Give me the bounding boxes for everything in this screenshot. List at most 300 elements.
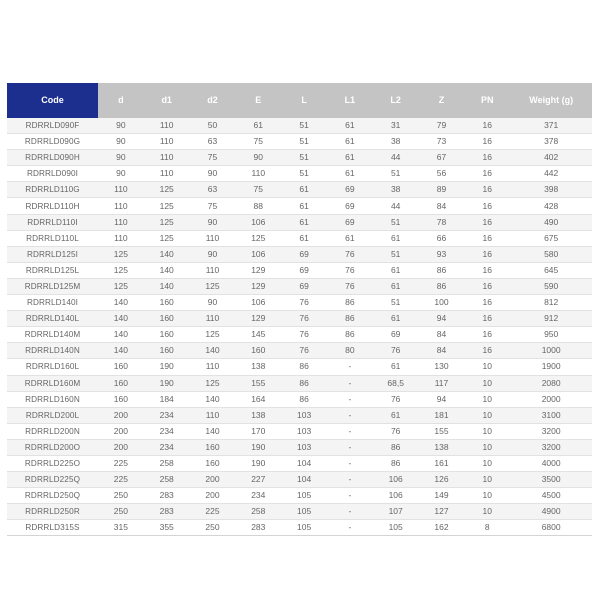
cell-e: 75 (235, 182, 281, 198)
cell-l1: 86 (327, 311, 373, 327)
table-row (7, 343, 592, 359)
cell-d2: 63 (190, 134, 236, 150)
table-row (7, 327, 592, 343)
table-row (7, 295, 592, 311)
cell-z: 89 (419, 182, 465, 198)
table-row (7, 311, 592, 327)
cell-l: 61 (281, 182, 327, 198)
cell-l1: - (327, 455, 373, 471)
cell-l1: 80 (327, 343, 373, 359)
cell-l1: - (327, 407, 373, 423)
cell-d: 140 (98, 327, 144, 343)
cell-code: RDRRLD110H (7, 198, 98, 214)
cell-d1: 234 (144, 439, 190, 455)
cell-weight: 2080 (510, 375, 592, 391)
cell-l2: 76 (373, 423, 419, 439)
cell-l2: 105 (373, 520, 419, 536)
cell-code: RDRRLD200L (7, 407, 98, 423)
cell-z: 56 (419, 166, 465, 182)
cell-d2: 75 (190, 150, 236, 166)
cell-e: 164 (235, 391, 281, 407)
cell-l: 51 (281, 118, 327, 134)
table-row (7, 375, 592, 391)
spec-table-container (7, 83, 592, 536)
cell-l2: 51 (373, 246, 419, 262)
cell-z: 149 (419, 488, 465, 504)
cell-d2: 110 (190, 311, 236, 327)
table-row (7, 278, 592, 294)
cell-l2: 61 (373, 230, 419, 246)
cell-l2: 31 (373, 118, 419, 134)
cell-d1: 110 (144, 118, 190, 134)
cell-l1: 69 (327, 198, 373, 214)
cell-d: 250 (98, 504, 144, 520)
cell-d2: 110 (190, 359, 236, 375)
cell-d: 200 (98, 423, 144, 439)
cell-code: RDRRLD200O (7, 439, 98, 455)
cell-code: RDRRLD125L (7, 262, 98, 278)
cell-l1: - (327, 520, 373, 536)
cell-e: 160 (235, 343, 281, 359)
cell-d1: 283 (144, 488, 190, 504)
cell-l: 69 (281, 278, 327, 294)
cell-weight: 3500 (510, 472, 592, 488)
cell-pn: 16 (464, 150, 510, 166)
cell-l: 103 (281, 407, 327, 423)
cell-d1: 140 (144, 278, 190, 294)
cell-d: 90 (98, 166, 144, 182)
table-row (7, 520, 592, 536)
cell-pn: 16 (464, 327, 510, 343)
cell-weight: 3100 (510, 407, 592, 423)
cell-l2: 106 (373, 472, 419, 488)
cell-l1: - (327, 359, 373, 375)
cell-code: RDRRLD090I (7, 166, 98, 182)
cell-l2: 76 (373, 391, 419, 407)
cell-code: RDRRLD090G (7, 134, 98, 150)
cell-l1: 61 (327, 150, 373, 166)
cell-e: 129 (235, 311, 281, 327)
cell-l1: - (327, 423, 373, 439)
cell-l1: 86 (327, 327, 373, 343)
cell-code: RDRRLD125I (7, 246, 98, 262)
cell-d2: 160 (190, 455, 236, 471)
cell-z: 161 (419, 455, 465, 471)
cell-d1: 110 (144, 166, 190, 182)
cell-l: 69 (281, 262, 327, 278)
cell-l: 76 (281, 295, 327, 311)
column-header-pn: PN (464, 83, 510, 118)
cell-l1: - (327, 439, 373, 455)
table-row (7, 134, 592, 150)
cell-l: 61 (281, 230, 327, 246)
cell-e: 234 (235, 488, 281, 504)
cell-code: RDRRLD160L (7, 359, 98, 375)
table-row (7, 423, 592, 439)
cell-e: 138 (235, 407, 281, 423)
cell-z: 78 (419, 214, 465, 230)
cell-pn: 10 (464, 472, 510, 488)
cell-d2: 200 (190, 488, 236, 504)
cell-l2: 76 (373, 343, 419, 359)
cell-d: 315 (98, 520, 144, 536)
cell-pn: 10 (464, 391, 510, 407)
cell-e: 129 (235, 278, 281, 294)
cell-d: 200 (98, 439, 144, 455)
cell-pn: 10 (464, 375, 510, 391)
cell-e: 106 (235, 295, 281, 311)
cell-d: 160 (98, 359, 144, 375)
table-row (7, 166, 592, 182)
cell-code: RDRRLD110G (7, 182, 98, 198)
cell-l: 105 (281, 488, 327, 504)
cell-code: RDRRLD160M (7, 375, 98, 391)
cell-l: 51 (281, 134, 327, 150)
cell-d1: 283 (144, 504, 190, 520)
cell-e: 106 (235, 214, 281, 230)
cell-z: 84 (419, 327, 465, 343)
cell-l2: 69 (373, 327, 419, 343)
cell-e: 110 (235, 166, 281, 182)
cell-d: 225 (98, 455, 144, 471)
table-row (7, 214, 592, 230)
cell-l: 103 (281, 439, 327, 455)
cell-d2: 90 (190, 166, 236, 182)
cell-code: RDRRLD160N (7, 391, 98, 407)
table-row (7, 488, 592, 504)
cell-l: 104 (281, 455, 327, 471)
cell-e: 227 (235, 472, 281, 488)
cell-l: 105 (281, 520, 327, 536)
column-header-d2: d2 (190, 83, 236, 118)
cell-code: RDRRLD140I (7, 295, 98, 311)
cell-code: RDRRLD110I (7, 214, 98, 230)
cell-l: 69 (281, 246, 327, 262)
cell-z: 84 (419, 198, 465, 214)
cell-e: 125 (235, 230, 281, 246)
cell-pn: 16 (464, 262, 510, 278)
cell-d: 125 (98, 278, 144, 294)
cell-code: RDRRLD200N (7, 423, 98, 439)
cell-weight: 645 (510, 262, 592, 278)
cell-l: 105 (281, 504, 327, 520)
cell-weight: 3200 (510, 423, 592, 439)
cell-l2: 44 (373, 198, 419, 214)
cell-z: 73 (419, 134, 465, 150)
cell-l1: - (327, 391, 373, 407)
cell-d2: 140 (190, 423, 236, 439)
cell-d1: 160 (144, 311, 190, 327)
cell-d2: 125 (190, 327, 236, 343)
table-row (7, 182, 592, 198)
cell-e: 190 (235, 439, 281, 455)
cell-z: 94 (419, 311, 465, 327)
cell-d2: 140 (190, 391, 236, 407)
cell-pn: 16 (464, 134, 510, 150)
cell-d1: 140 (144, 246, 190, 262)
cell-l: 61 (281, 214, 327, 230)
table-row (7, 359, 592, 375)
cell-d2: 110 (190, 262, 236, 278)
cell-d: 125 (98, 246, 144, 262)
cell-weight: 402 (510, 150, 592, 166)
cell-code: RDRRLD140N (7, 343, 98, 359)
cell-l2: 51 (373, 214, 419, 230)
cell-l1: 61 (327, 118, 373, 134)
cell-weight: 378 (510, 134, 592, 150)
cell-d2: 125 (190, 278, 236, 294)
cell-weight: 950 (510, 327, 592, 343)
cell-d: 90 (98, 150, 144, 166)
cell-code: RDRRLD250R (7, 504, 98, 520)
cell-z: 84 (419, 343, 465, 359)
cell-l1: - (327, 375, 373, 391)
table-row (7, 407, 592, 423)
cell-l2: 106 (373, 488, 419, 504)
cell-d: 110 (98, 198, 144, 214)
cell-l: 103 (281, 423, 327, 439)
cell-z: 130 (419, 359, 465, 375)
cell-d1: 184 (144, 391, 190, 407)
cell-d2: 75 (190, 198, 236, 214)
cell-pn: 16 (464, 311, 510, 327)
cell-e: 88 (235, 198, 281, 214)
cell-l: 51 (281, 150, 327, 166)
cell-l: 86 (281, 359, 327, 375)
cell-z: 67 (419, 150, 465, 166)
cell-d1: 190 (144, 359, 190, 375)
cell-d2: 90 (190, 246, 236, 262)
cell-e: 61 (235, 118, 281, 134)
column-header-d1: d1 (144, 83, 190, 118)
cell-pn: 16 (464, 166, 510, 182)
column-header-l: L (281, 83, 327, 118)
cell-e: 75 (235, 134, 281, 150)
table-row (7, 150, 592, 166)
cell-d: 200 (98, 407, 144, 423)
table-body (7, 118, 592, 536)
cell-pn: 10 (464, 407, 510, 423)
cell-code: RDRRLD140M (7, 327, 98, 343)
cell-l1: 76 (327, 246, 373, 262)
table-row (7, 455, 592, 471)
cell-l: 76 (281, 327, 327, 343)
cell-l2: 44 (373, 150, 419, 166)
cell-d: 110 (98, 230, 144, 246)
cell-d1: 110 (144, 134, 190, 150)
cell-d1: 160 (144, 327, 190, 343)
cell-d2: 160 (190, 439, 236, 455)
cell-code: RDRRLD225Q (7, 472, 98, 488)
cell-code: RDRRLD225O (7, 455, 98, 471)
cell-z: 126 (419, 472, 465, 488)
cell-d2: 110 (190, 407, 236, 423)
cell-code: RDRRLD125M (7, 278, 98, 294)
cell-d1: 234 (144, 407, 190, 423)
cell-l2: 51 (373, 166, 419, 182)
cell-l2: 38 (373, 182, 419, 198)
cell-d: 250 (98, 488, 144, 504)
cell-pn: 16 (464, 118, 510, 134)
cell-pn: 16 (464, 182, 510, 198)
table-row (7, 230, 592, 246)
table-row (7, 246, 592, 262)
cell-d2: 50 (190, 118, 236, 134)
cell-code: RDRRLD315S (7, 520, 98, 536)
cell-d: 110 (98, 214, 144, 230)
column-header-l2: L2 (373, 83, 419, 118)
cell-l: 51 (281, 166, 327, 182)
cell-d2: 140 (190, 343, 236, 359)
cell-l1: 61 (327, 166, 373, 182)
cell-z: 138 (419, 439, 465, 455)
table-row (7, 439, 592, 455)
cell-e: 170 (235, 423, 281, 439)
cell-pn: 10 (464, 504, 510, 520)
cell-weight: 1900 (510, 359, 592, 375)
cell-l2: 107 (373, 504, 419, 520)
cell-l2: 51 (373, 295, 419, 311)
cell-pn: 10 (464, 455, 510, 471)
cell-weight: 3200 (510, 439, 592, 455)
cell-l1: 76 (327, 278, 373, 294)
cell-z: 93 (419, 246, 465, 262)
cell-z: 66 (419, 230, 465, 246)
cell-l1: 61 (327, 134, 373, 150)
cell-d: 125 (98, 262, 144, 278)
cell-weight: 912 (510, 311, 592, 327)
cell-weight: 812 (510, 295, 592, 311)
table-row (7, 262, 592, 278)
cell-l: 104 (281, 472, 327, 488)
cell-l1: - (327, 488, 373, 504)
cell-e: 190 (235, 455, 281, 471)
cell-weight: 442 (510, 166, 592, 182)
cell-d1: 258 (144, 455, 190, 471)
cell-pn: 16 (464, 198, 510, 214)
cell-z: 86 (419, 278, 465, 294)
cell-pn: 16 (464, 214, 510, 230)
cell-e: 129 (235, 262, 281, 278)
cell-weight: 428 (510, 198, 592, 214)
cell-d1: 125 (144, 230, 190, 246)
cell-code: RDRRLD140L (7, 311, 98, 327)
cell-pn: 10 (464, 439, 510, 455)
cell-l2: 61 (373, 407, 419, 423)
cell-pn: 16 (464, 246, 510, 262)
table-row (7, 118, 592, 134)
column-header-e: E (235, 83, 281, 118)
cell-weight: 490 (510, 214, 592, 230)
cell-d1: 160 (144, 343, 190, 359)
cell-l2: 68,5 (373, 375, 419, 391)
cell-l: 76 (281, 311, 327, 327)
cell-pn: 16 (464, 295, 510, 311)
cell-d1: 160 (144, 295, 190, 311)
cell-e: 145 (235, 327, 281, 343)
cell-l: 76 (281, 343, 327, 359)
cell-pn: 16 (464, 278, 510, 294)
cell-z: 100 (419, 295, 465, 311)
cell-e: 90 (235, 150, 281, 166)
cell-l2: 86 (373, 439, 419, 455)
cell-weight: 1000 (510, 343, 592, 359)
cell-d: 160 (98, 391, 144, 407)
cell-l1: - (327, 504, 373, 520)
cell-d2: 225 (190, 504, 236, 520)
cell-z: 79 (419, 118, 465, 134)
table-row (7, 391, 592, 407)
cell-code: RDRRLD090F (7, 118, 98, 134)
cell-e: 283 (235, 520, 281, 536)
cell-z: 155 (419, 423, 465, 439)
cell-pn: 10 (464, 488, 510, 504)
column-header-l1: L1 (327, 83, 373, 118)
cell-l: 61 (281, 198, 327, 214)
cell-code: RDRRLD110L (7, 230, 98, 246)
cell-d: 140 (98, 295, 144, 311)
cell-z: 181 (419, 407, 465, 423)
cell-d2: 110 (190, 230, 236, 246)
cell-d2: 90 (190, 295, 236, 311)
cell-d: 90 (98, 118, 144, 134)
cell-d1: 234 (144, 423, 190, 439)
cell-e: 155 (235, 375, 281, 391)
cell-e: 258 (235, 504, 281, 520)
cell-pn: 10 (464, 423, 510, 439)
cell-d: 225 (98, 472, 144, 488)
cell-l2: 86 (373, 455, 419, 471)
cell-l1: 86 (327, 295, 373, 311)
cell-l1: 69 (327, 182, 373, 198)
cell-pn: 16 (464, 343, 510, 359)
cell-l1: - (327, 472, 373, 488)
cell-l: 86 (281, 375, 327, 391)
column-header-code: Code (7, 83, 98, 118)
cell-d: 110 (98, 182, 144, 198)
cell-weight: 6800 (510, 520, 592, 536)
cell-l2: 61 (373, 262, 419, 278)
column-header-d: d (98, 83, 144, 118)
table-row (7, 472, 592, 488)
cell-d: 140 (98, 343, 144, 359)
cell-weight: 4900 (510, 504, 592, 520)
cell-l1: 69 (327, 214, 373, 230)
cell-code: RDRRLD090H (7, 150, 98, 166)
cell-z: 86 (419, 262, 465, 278)
cell-weight: 590 (510, 278, 592, 294)
cell-z: 127 (419, 504, 465, 520)
cell-d1: 125 (144, 182, 190, 198)
cell-z: 162 (419, 520, 465, 536)
cell-d: 140 (98, 311, 144, 327)
cell-d2: 200 (190, 472, 236, 488)
cell-weight: 675 (510, 230, 592, 246)
cell-l2: 61 (373, 311, 419, 327)
cell-weight: 4500 (510, 488, 592, 504)
cell-z: 117 (419, 375, 465, 391)
column-header-weight: Weight (g) (510, 83, 592, 118)
cell-l1: 61 (327, 230, 373, 246)
cell-e: 138 (235, 359, 281, 375)
cell-d1: 125 (144, 214, 190, 230)
cell-d2: 125 (190, 375, 236, 391)
cell-d2: 63 (190, 182, 236, 198)
cell-code: RDRRLD250Q (7, 488, 98, 504)
cell-weight: 371 (510, 118, 592, 134)
table-row (7, 504, 592, 520)
cell-weight: 580 (510, 246, 592, 262)
